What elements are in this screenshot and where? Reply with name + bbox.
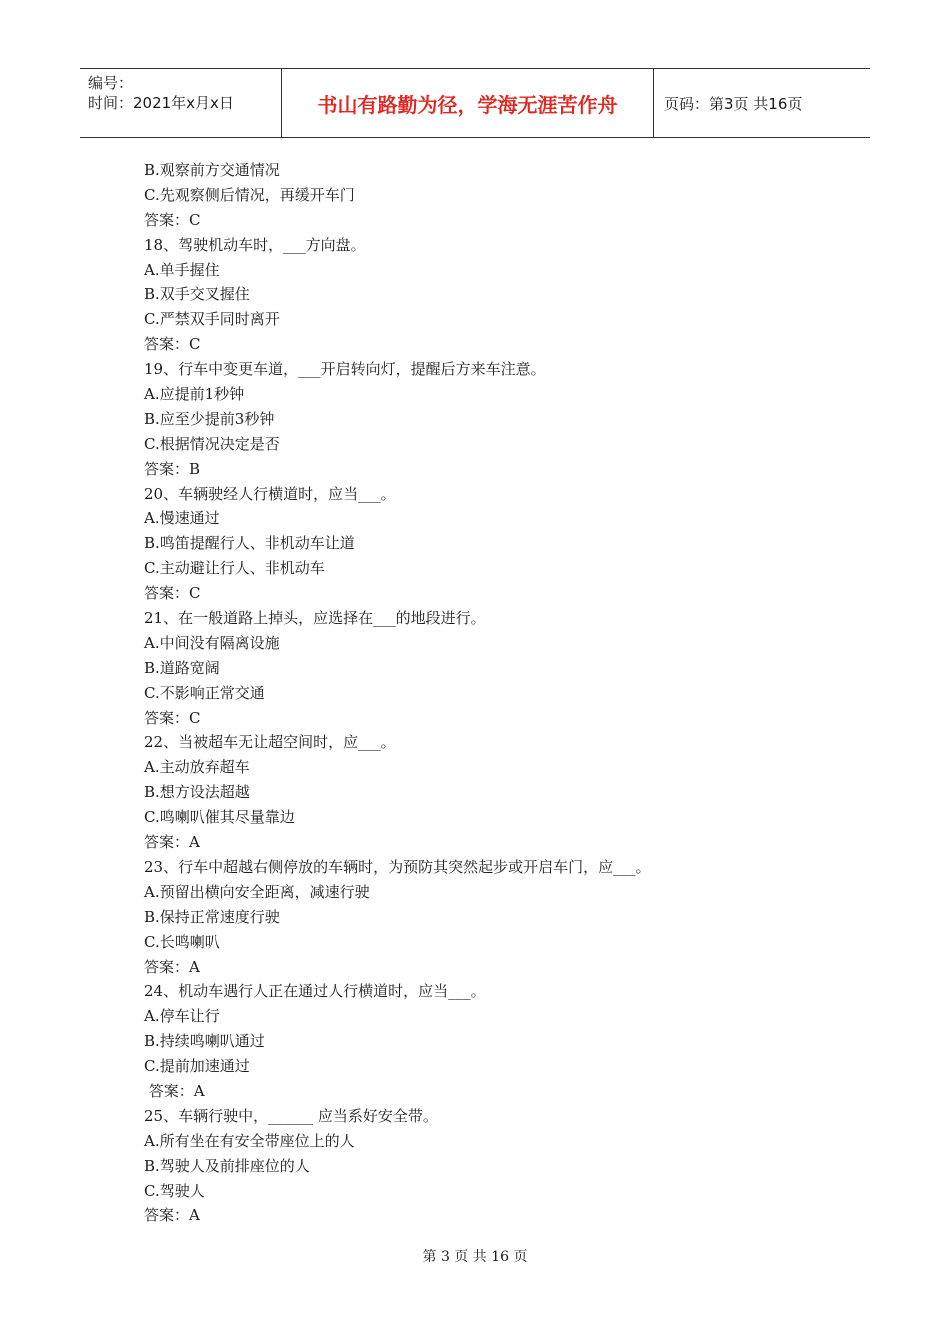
text-line: C.鸣喇叭催其尽量靠边 [144, 808, 295, 827]
text-line: 答案：C [144, 335, 201, 354]
text-line: 答案：A [144, 833, 200, 852]
text-line: A.中间没有隔离设施 [144, 633, 280, 652]
text-line: 25、车辆行驶中，______ 应当系好安全带。 [144, 1106, 438, 1125]
text-line: C.长鸣喇叭 [144, 932, 220, 951]
text-line: A.主动放弃超车 [144, 758, 250, 777]
text-line: 答案：C [144, 210, 201, 229]
text-line: 19、行车中变更车道，___开启转向灯，提醒后方来车注意。 [144, 360, 546, 379]
text-line: 答案：A [144, 957, 200, 976]
text-line: 答案：B [144, 459, 201, 478]
text-line: A.慢速通过 [144, 509, 220, 528]
text-line: B.鸣笛提醒行人、非机动车让道 [144, 534, 355, 553]
text-line: 22、当被超车无让超空间时，应___。 [144, 733, 396, 752]
text-line: B.双手交叉握住 [144, 285, 250, 304]
number-label: 编号： [88, 74, 134, 92]
text-line: C.主动避让行人、非机动车 [144, 559, 325, 578]
text-line: 答案：C [144, 708, 201, 727]
time-label: 时间：2021年x月x日 [88, 94, 234, 112]
text-line: C.根据情况决定是否 [144, 434, 280, 453]
page-footer: 第 3 页 共 16 页 [422, 1249, 528, 1265]
text-line: C.不影响正常交通 [144, 683, 265, 702]
text-line: B.应至少提前3秒钟 [144, 409, 275, 428]
page-header [80, 68, 870, 138]
text-line: 答案：A [144, 1206, 200, 1225]
text-line: B.想方设法超越 [144, 783, 250, 802]
text-line: 20、车辆驶经人行横道时，应当___。 [144, 484, 396, 503]
question-list [144, 158, 864, 1228]
text-line: 21、在一般道路上掉头，应选择在___的地段进行。 [144, 609, 486, 628]
text-line: 23、行车中超越右侧停放的车辆时，为预防其突然起步或开启车门，应___。 [144, 857, 651, 876]
header-page-info: 页码：第3页 共16页 [664, 94, 803, 113]
text-line: 答案：C [144, 584, 201, 603]
text-line: 18、驾驶机动车时，___方向盘。 [144, 235, 366, 254]
text-line: A.单手握住 [144, 260, 220, 279]
text-line: C.先观察侧后情况，再缓开车门 [144, 185, 355, 204]
text-line: B.观察前方交通情况 [144, 161, 280, 179]
text-line: B.持续鸣喇叭通过 [144, 1032, 265, 1051]
header-meta [80, 69, 282, 137]
text-line: A.停车让行 [144, 1007, 220, 1026]
text-line: A.预留出横向安全距离，减速行驶 [144, 882, 370, 901]
text-line: 24、机动车遇行人正在通过人行横道时，应当___。 [144, 982, 486, 1001]
text-line: C.驾驶人 [144, 1181, 205, 1200]
text-line: A.所有坐在有安全带座位上的人 [144, 1131, 355, 1150]
text-line: B.保持正常速度行驶 [144, 907, 280, 926]
text-line: C.严禁双手同时离开 [144, 310, 280, 329]
text-line: B.驾驶人及前排座位的人 [144, 1156, 310, 1175]
header-motto: 书山有路勤为径，学海无涯苦作舟 [282, 69, 654, 137]
text-line: 答案：A [144, 1081, 205, 1100]
text-line: C.提前加速通过 [144, 1057, 250, 1076]
text-line: A.应提前1秒钟 [144, 385, 245, 404]
text-line: B.道路宽阔 [144, 658, 220, 677]
